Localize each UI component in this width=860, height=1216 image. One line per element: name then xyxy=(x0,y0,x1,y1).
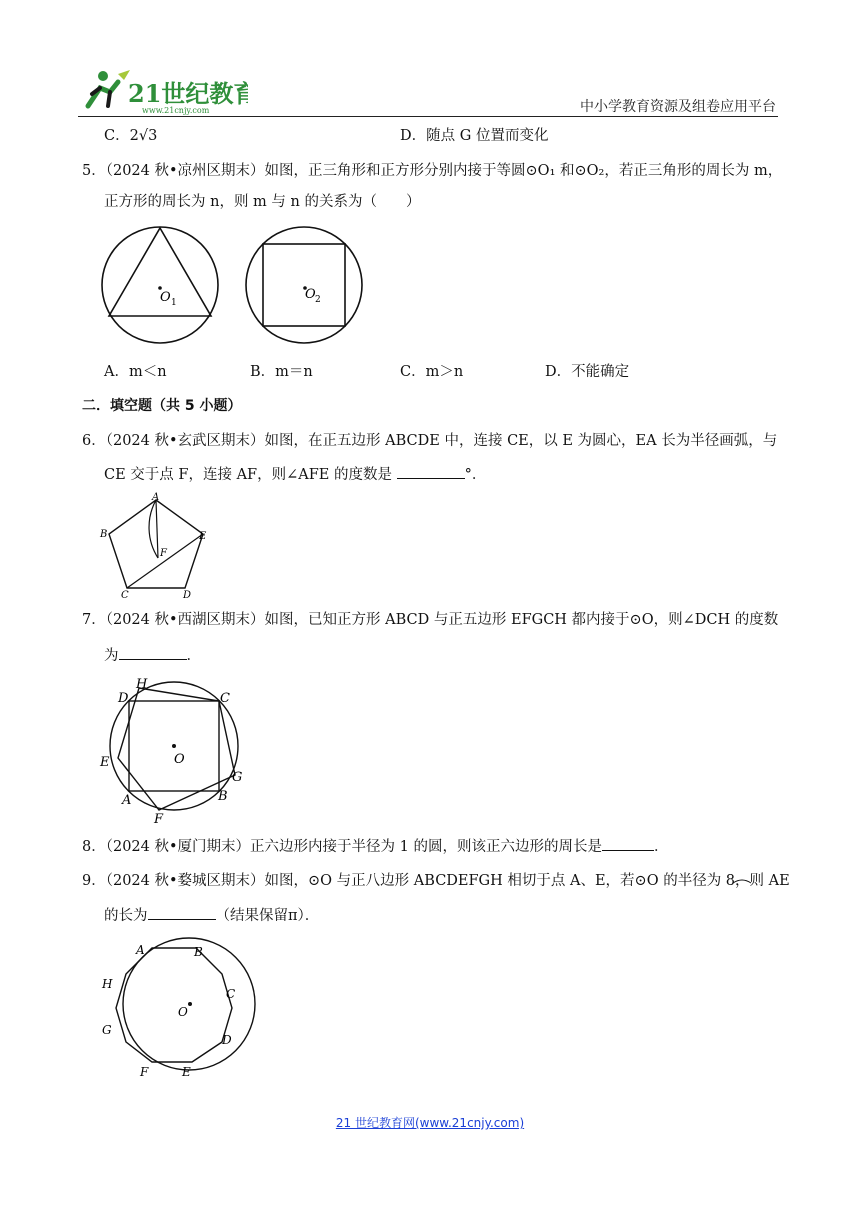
q6-pentagon-figure xyxy=(96,492,216,606)
svg-text:O: O xyxy=(305,287,316,302)
q4-option-c: C．2√3 xyxy=(104,128,158,144)
svg-text:O: O xyxy=(174,752,185,767)
svg-text:B: B xyxy=(194,945,203,959)
circle-triangle-figure xyxy=(102,227,218,343)
q7-line-2: 为 ． xyxy=(104,645,201,666)
logo-text: 21世纪教育 xyxy=(128,79,248,108)
answer-blank xyxy=(148,905,216,920)
svg-text:H: H xyxy=(102,977,113,991)
runner-logo-icon xyxy=(88,70,130,106)
svg-text:O: O xyxy=(160,290,171,305)
footer-link[interactable]: 21 世纪教育网(www.21cnjy.com) xyxy=(335,1116,525,1130)
svg-text:2: 2 xyxy=(315,295,321,305)
q5-option-b: B．m＝n xyxy=(250,364,313,380)
svg-text:A: A xyxy=(122,793,132,808)
q9-line-2: 的长为 （结果保留π）． xyxy=(104,905,319,926)
svg-text:B: B xyxy=(218,789,228,804)
svg-text:C: C xyxy=(220,691,230,706)
q5-option-a: A．m＜n xyxy=(104,364,167,380)
svg-text:G: G xyxy=(102,1023,112,1037)
q8-line-1: 8．（2024 秋•厦门期末）正六边形内接于半径为 1 的圆，则该正六边形的周长是 ． xyxy=(82,836,668,857)
circle-square-figure xyxy=(246,227,362,343)
svg-text:H: H xyxy=(136,677,148,692)
q6-line-2: CE 交于点 F，连接 AF，则∠AFE 的度数是 °． xyxy=(104,464,486,485)
svg-text:D: D xyxy=(183,590,192,601)
site-logo xyxy=(78,66,248,116)
q4-option-d: D．随点 G 位置而变化 xyxy=(400,128,549,144)
svg-text:O: O xyxy=(178,1005,188,1019)
svg-text:A: A xyxy=(152,492,160,503)
q5-option-d: D．不能确定 xyxy=(545,364,630,380)
svg-text:D: D xyxy=(118,691,129,706)
section-title: 二．填空题（共 5 小题） xyxy=(82,398,242,414)
q5-option-c: C．m＞n xyxy=(400,364,464,380)
q6-line-1: 6．（2024 秋•玄武区期末）如图，在正五边形 ABCDE 中，连接 CE，以 E 为圆心，EA 长为半径画弧，与 xyxy=(82,433,778,449)
svg-text:C: C xyxy=(226,987,236,1001)
svg-text:G: G xyxy=(232,770,243,785)
svg-text:D: D xyxy=(222,1033,232,1047)
answer-blank xyxy=(602,836,654,851)
q7-line-1: 7．（2024 秋•西湖区期末）如图，已知正方形 ABCD 与正五边形 EFGCH 都内接于⊙O，则∠DCH 的度数 xyxy=(82,612,779,628)
svg-text:A: A xyxy=(136,943,145,957)
q9-octagon-figure xyxy=(96,934,266,1088)
logo-url-text: www.21cnjy.com xyxy=(142,106,210,115)
svg-text:C: C xyxy=(121,590,129,601)
answer-blank xyxy=(397,464,465,479)
svg-text:F: F xyxy=(154,812,164,824)
svg-text:E: E xyxy=(100,755,110,770)
svg-text:B: B xyxy=(100,529,108,540)
answer-blank xyxy=(119,645,187,660)
q5-line-1: 5．（2024 秋•凉州区期末）如图，正三角形和正方形分别内接于等圆⊙O₁ 和⊙O₂，若正三角形的周长为 m， xyxy=(82,163,783,179)
platform-name: 中小学教育资源及组卷应用平台 xyxy=(580,99,776,115)
svg-text:1: 1 xyxy=(171,298,177,308)
q5-figure xyxy=(100,225,370,354)
svg-text:E: E xyxy=(182,1065,191,1079)
svg-text:F: F xyxy=(140,1065,149,1079)
arc-mark xyxy=(732,869,752,875)
svg-text:F: F xyxy=(160,548,167,559)
header-rule xyxy=(78,116,778,117)
q7-circle-figure xyxy=(96,674,256,828)
q5-line-2: 正方形的周长为 n，则 m 与 n 的关系为（ ） xyxy=(104,194,421,210)
svg-text:E: E xyxy=(199,531,207,542)
q9-line-1: 9．（2024 秋•婺城区期末）如图，⊙O 与正八边形 ABCDEFGH 相切于点 A、E，若⊙O 的半径为 8，则 AE xyxy=(82,873,790,889)
